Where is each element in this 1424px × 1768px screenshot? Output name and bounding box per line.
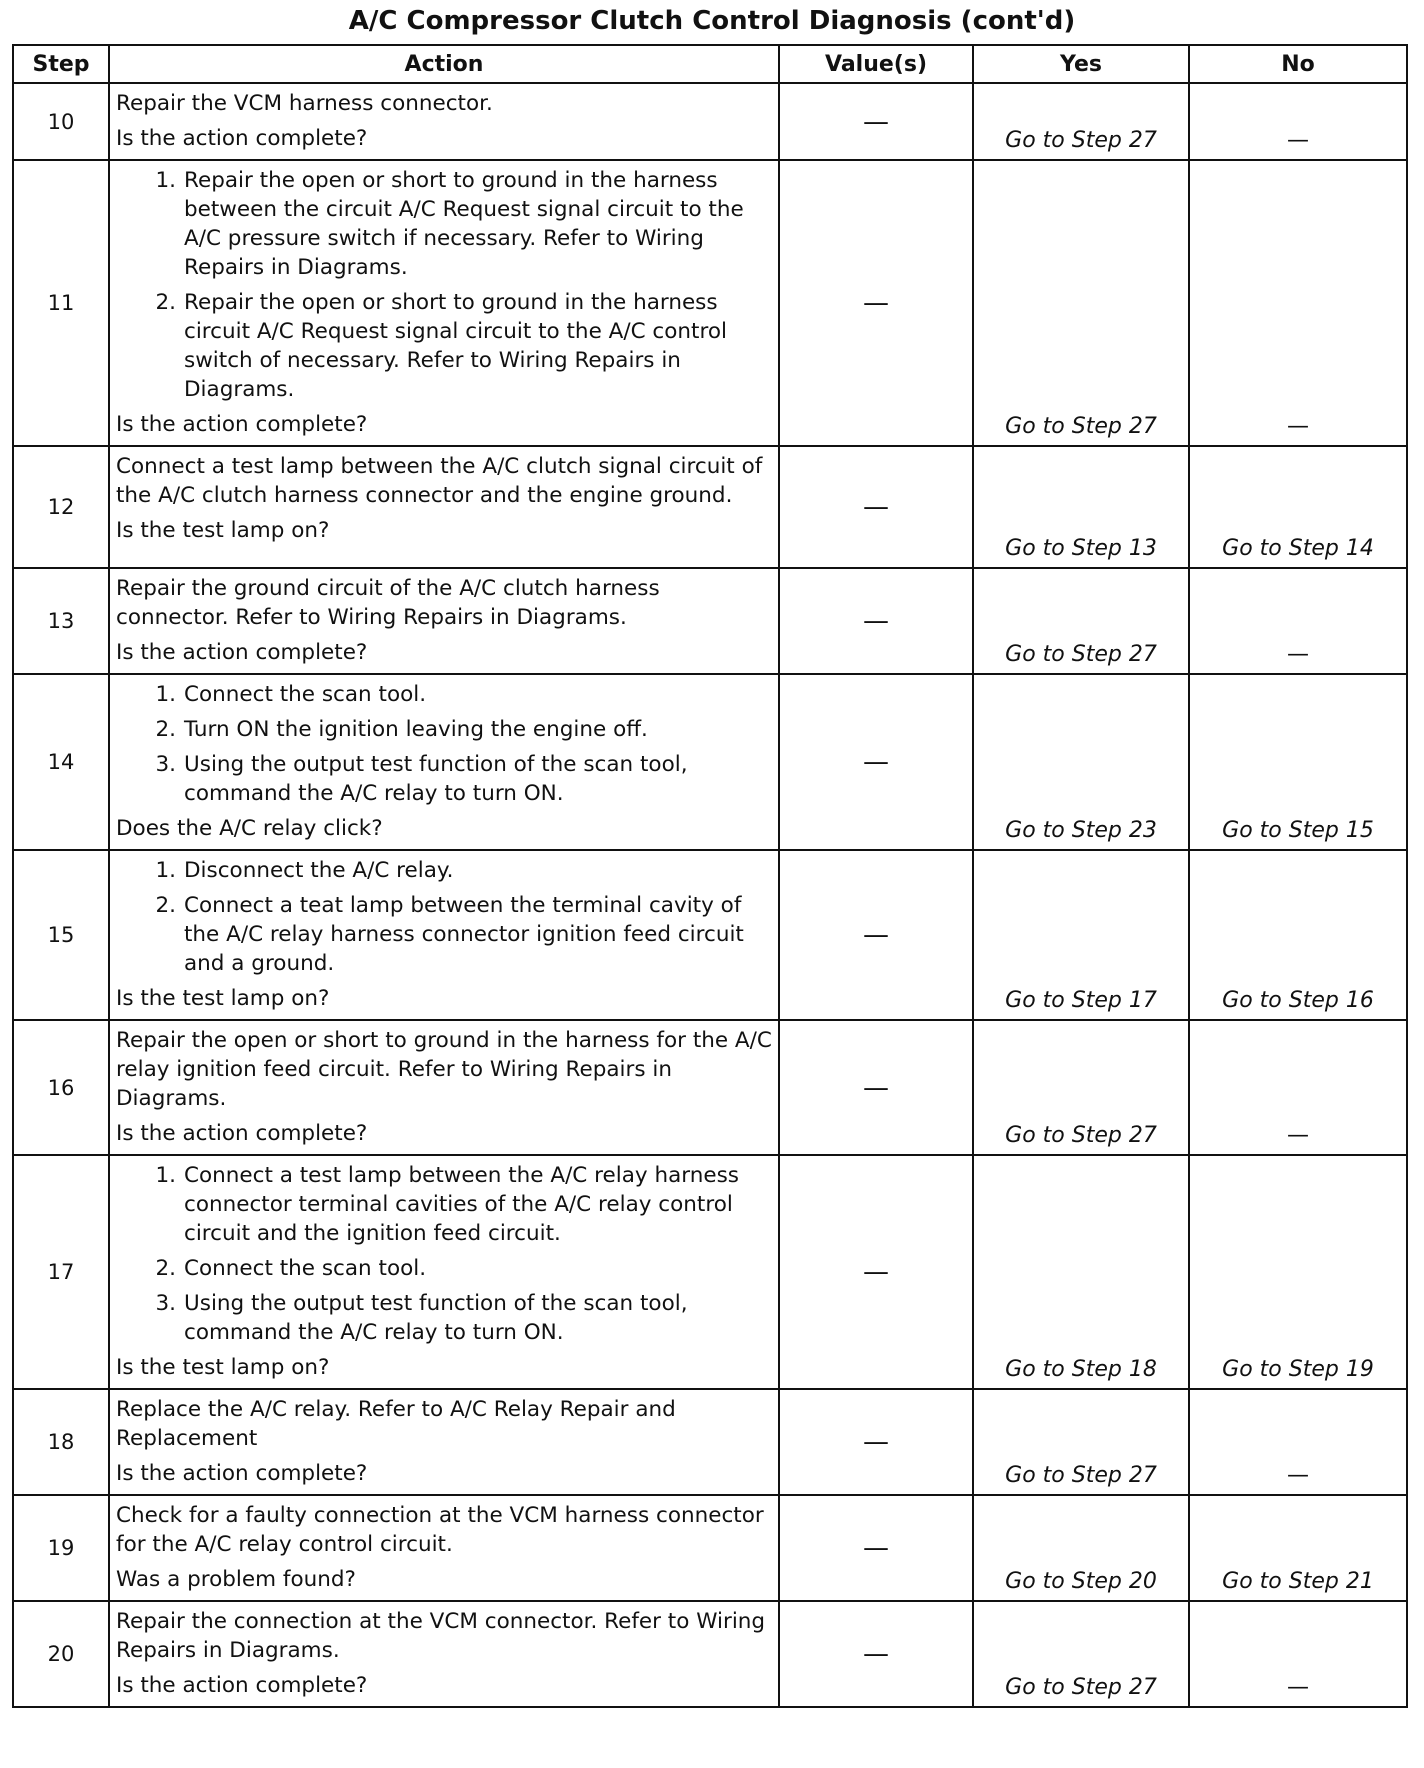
action-step-item xyxy=(116,1289,772,1347)
header-yes: Yes xyxy=(973,45,1189,83)
action-step-item xyxy=(116,856,772,885)
step-number: 20 xyxy=(13,1601,109,1707)
step-number: 17 xyxy=(13,1155,109,1389)
header-row xyxy=(13,45,1407,83)
action-cell xyxy=(109,1389,779,1495)
no-cell: Go to Step 19 xyxy=(1189,1155,1407,1389)
action-question: Is the action complete? xyxy=(116,412,368,437)
action-step-text: Turn ON the ignition leaving the engine off. xyxy=(184,717,648,742)
action-step-text: Disconnect the A/C relay. xyxy=(184,858,454,883)
action-step-item xyxy=(116,680,772,709)
action-question: Is the test lamp on? xyxy=(116,1355,330,1380)
action-step-text: Connect the scan tool. xyxy=(184,1256,427,1281)
action-text: Repair the VCM harness connector. xyxy=(116,91,493,116)
action-step-number: 2. xyxy=(155,290,176,315)
header-values: Value(s) xyxy=(779,45,973,83)
action-step-number: 1. xyxy=(155,682,176,707)
action-text: Repair the connection at the VCM connector. Refer to Wiring Repairs in Diagrams. xyxy=(116,1609,766,1663)
action-step-text: Using the output test function of the scan tool, command the A/C relay to turn ON. xyxy=(184,752,688,806)
value-cell: — xyxy=(779,568,973,674)
table-row xyxy=(13,1155,1407,1389)
yes-cell: Go to Step 18 xyxy=(973,1155,1189,1389)
value-cell: — xyxy=(779,674,973,850)
action-step-item xyxy=(116,166,772,282)
action-question: Is the action complete? xyxy=(116,1461,368,1486)
no-cell: — xyxy=(1189,83,1407,160)
action-step-number: 2. xyxy=(155,1256,176,1281)
header-no: No xyxy=(1189,45,1407,83)
table-row xyxy=(13,1389,1407,1495)
diagnosis-table xyxy=(12,44,1408,1708)
value-cell: — xyxy=(779,1601,973,1707)
action-step-item xyxy=(116,288,772,404)
action-cell xyxy=(109,568,779,674)
header-action: Action xyxy=(109,45,779,83)
no-cell: Go to Step 16 xyxy=(1189,850,1407,1020)
value-cell: — xyxy=(779,850,973,1020)
action-step-item xyxy=(116,891,772,978)
step-number: 18 xyxy=(13,1389,109,1495)
action-question: Is the test lamp on? xyxy=(116,518,330,543)
no-cell: Go to Step 15 xyxy=(1189,674,1407,850)
yes-cell: Go to Step 13 xyxy=(973,446,1189,568)
value-cell: — xyxy=(779,1155,973,1389)
action-cell xyxy=(109,1020,779,1155)
action-step-text: Repair the open or short to ground in the harness between the circuit A/C Request signal circuit to the A/C pressure switch if necessary. Refer to Wiring Repairs in Diagrams. xyxy=(184,168,744,280)
value-cell: — xyxy=(779,83,973,160)
action-steps-list xyxy=(116,166,772,404)
action-cell xyxy=(109,83,779,160)
step-number: 19 xyxy=(13,1495,109,1601)
action-text: Connect a test lamp between the A/C clutch signal circuit of the A/C clutch harness connector and the engine ground. xyxy=(116,454,763,508)
value-cell: — xyxy=(779,446,973,568)
step-number: 16 xyxy=(13,1020,109,1155)
action-cell xyxy=(109,1495,779,1601)
action-question: Was a problem found? xyxy=(116,1567,356,1592)
action-cell xyxy=(109,850,779,1020)
action-step-text: Connect the scan tool. xyxy=(184,682,427,707)
action-step-item xyxy=(116,715,772,744)
action-text: Repair the open or short to ground in the harness for the A/C relay ignition feed circuit. Refer to Wiring Repairs in Diagrams. xyxy=(116,1028,772,1111)
action-steps-list xyxy=(116,856,772,978)
table-row xyxy=(13,446,1407,568)
action-step-number: 1. xyxy=(155,1163,176,1188)
yes-cell: Go to Step 27 xyxy=(973,568,1189,674)
action-question: Is the action complete? xyxy=(116,640,368,665)
action-question: Is the test lamp on? xyxy=(116,986,330,1011)
action-step-number: 1. xyxy=(155,168,176,193)
no-cell: — xyxy=(1189,1020,1407,1155)
table-row xyxy=(13,160,1407,446)
action-steps-list xyxy=(116,680,772,808)
action-cell xyxy=(109,160,779,446)
step-number: 15 xyxy=(13,850,109,1020)
action-question: Does the A/C relay click? xyxy=(116,816,383,841)
yes-cell: Go to Step 17 xyxy=(973,850,1189,1020)
no-cell: Go to Step 14 xyxy=(1189,446,1407,568)
step-number: 11 xyxy=(13,160,109,446)
table-row xyxy=(13,1020,1407,1155)
action-step-item xyxy=(116,1254,772,1283)
no-cell: Go to Step 21 xyxy=(1189,1495,1407,1601)
action-cell xyxy=(109,446,779,568)
action-step-number: 1. xyxy=(155,858,176,883)
yes-cell: Go to Step 27 xyxy=(973,1389,1189,1495)
table-row xyxy=(13,1495,1407,1601)
action-step-item xyxy=(116,750,772,808)
value-cell: — xyxy=(779,1389,973,1495)
step-number: 10 xyxy=(13,83,109,160)
action-text: Replace the A/C relay. Refer to A/C Relay Repair and Replacement xyxy=(116,1397,676,1451)
action-step-item xyxy=(116,1161,772,1248)
action-text: Repair the ground circuit of the A/C clutch harness connector. Refer to Wiring Repairs in Diagrams. xyxy=(116,576,660,630)
table-row xyxy=(13,568,1407,674)
table-row xyxy=(13,83,1407,160)
action-step-text: Connect a test lamp between the A/C relay harness connector terminal cavities of the A/C relay control circuit and the ignition feed circuit. xyxy=(184,1163,739,1246)
value-cell: — xyxy=(779,1495,973,1601)
action-question: Is the action complete? xyxy=(116,126,368,151)
action-question: Is the action complete? xyxy=(116,1673,368,1698)
table-body xyxy=(13,83,1407,1707)
header-step: Step xyxy=(13,45,109,83)
page-title: A/C Compressor Clutch Control Diagnosis (cont'd) xyxy=(348,6,1076,36)
action-text: Check for a faulty connection at the VCM harness connector for the A/C relay control circuit. xyxy=(116,1503,764,1557)
action-cell xyxy=(109,1601,779,1707)
action-question: Is the action complete? xyxy=(116,1121,368,1146)
yes-cell: Go to Step 27 xyxy=(973,160,1189,446)
action-step-text: Connect a teat lamp between the terminal cavity of the A/C relay harness connector ignition feed circuit and a ground. xyxy=(184,893,744,976)
action-step-text: Using the output test function of the scan tool, command the A/C relay to turn ON. xyxy=(184,1291,688,1345)
table-row xyxy=(13,850,1407,1020)
action-cell xyxy=(109,1155,779,1389)
action-cell xyxy=(109,674,779,850)
step-number: 12 xyxy=(13,446,109,568)
yes-cell: Go to Step 27 xyxy=(973,1020,1189,1155)
yes-cell: Go to Step 27 xyxy=(973,83,1189,160)
action-step-number: 2. xyxy=(155,893,176,918)
action-step-text: Repair the open or short to ground in the harness circuit A/C Request signal circuit to the A/C control switch of necessary. Refer to Wiring Repairs in Diagrams. xyxy=(184,290,727,402)
no-cell: — xyxy=(1189,1389,1407,1495)
no-cell: — xyxy=(1189,160,1407,446)
yes-cell: Go to Step 23 xyxy=(973,674,1189,850)
no-cell: — xyxy=(1189,1601,1407,1707)
action-steps-list xyxy=(116,1161,772,1347)
action-step-number: 3. xyxy=(155,1291,176,1316)
step-number: 14 xyxy=(13,674,109,850)
table-row xyxy=(13,1601,1407,1707)
no-cell: — xyxy=(1189,568,1407,674)
value-cell: — xyxy=(779,1020,973,1155)
action-step-number: 3. xyxy=(155,752,176,777)
step-number: 13 xyxy=(13,568,109,674)
yes-cell: Go to Step 27 xyxy=(973,1601,1189,1707)
action-step-number: 2. xyxy=(155,717,176,742)
table-row xyxy=(13,674,1407,850)
yes-cell: Go to Step 20 xyxy=(973,1495,1189,1601)
value-cell: — xyxy=(779,160,973,446)
